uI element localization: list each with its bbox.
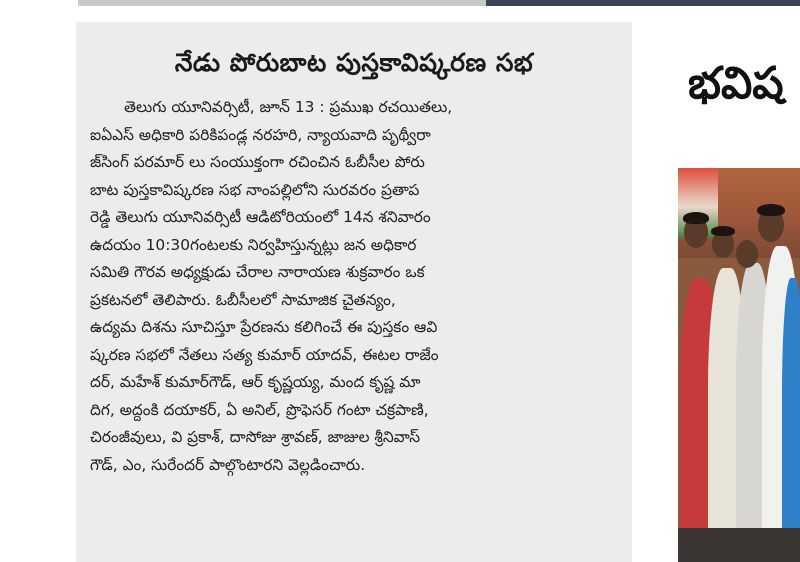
adjacent-article-headline: భవిష: [688, 58, 784, 109]
article-headline: నేడు పోరుబాట పుస్తకావిష్కరణ సభ: [174, 48, 534, 77]
article-body: [90, 94, 620, 479]
body-line: బాట పుస్తకావిష్కరణ సభ నాంపల్లిలోని సురవరం ప్రతాప: [90, 180, 420, 199]
photo-person: [782, 278, 800, 562]
body-line: దిగ, అద్దంకి దయాకర్, ఏ అనిల్, ప్రొఫెసర్ గంటా చక్రపాణి,: [90, 400, 429, 419]
top-border-strip-dark: [486, 0, 800, 6]
body-line: ఐఏఎస్ అధికారి పరికిపండ్ల నరహరి, న్యాయవాది పృథ్వీరా: [90, 125, 431, 144]
photo-head: [736, 240, 758, 268]
photo-hair: [683, 212, 709, 224]
body-line: జ్‌సింగ్ పరమార్ లు సంయుక్తంగా రచించిన ఓబీసీల పోరు: [90, 153, 425, 171]
body-line: చిరంజీవులు, వి ప్రకాశ్, దాసోజు శ్రావణ్, జాజుల శ్రీనివాస్: [90, 428, 421, 446]
body-line: ప్రకటనలో తెలిపారు. ఓబీసీలలో సామాజిక చైతన్యం,: [90, 290, 396, 309]
photo-hair: [757, 204, 785, 216]
group-photo: [678, 168, 800, 562]
body-line: ఉదయం 10:30గంటలకు నిర్వహిస్తున్నట్లు జన అధికార: [90, 235, 417, 254]
photo-floor: [678, 528, 800, 562]
photo-hair: [711, 226, 735, 236]
body-line: ష్కరణ సభలో నేతలు సత్య కుమార్ యాదవ్, ఈటల రాజేం: [90, 345, 439, 364]
body-line: దర్, మహేశ్ కుమార్‌గౌడ్, ఆర్ కృష్ణయ్య, మంద కృష్ణ మా: [90, 373, 421, 391]
body-line: రెడ్డి తెలుగు యూనివర్సిటీ ఆడిటోరియంలో 14న శనివారం: [90, 208, 431, 226]
body-line: తెలుగు యూనివర్సిటీ, జూన్ 13 : ప్రముఖ రచయితలు,: [124, 98, 453, 116]
body-line: ఉద్యమ దిశను సూచిస్తూ ప్రేరణను కలిగించే ఈ పుస్తకం ఆవి: [90, 318, 438, 336]
news-article: [76, 22, 632, 562]
body-line: సమితి గౌరవ అధ్యక్షుడు చేరాల నారాయణ శుక్రవారం ఒక: [90, 263, 425, 281]
body-line: గౌడ్, ఎం, సురేందర్ పాల్గొంటారని వెల్లడించారు.: [90, 455, 366, 474]
